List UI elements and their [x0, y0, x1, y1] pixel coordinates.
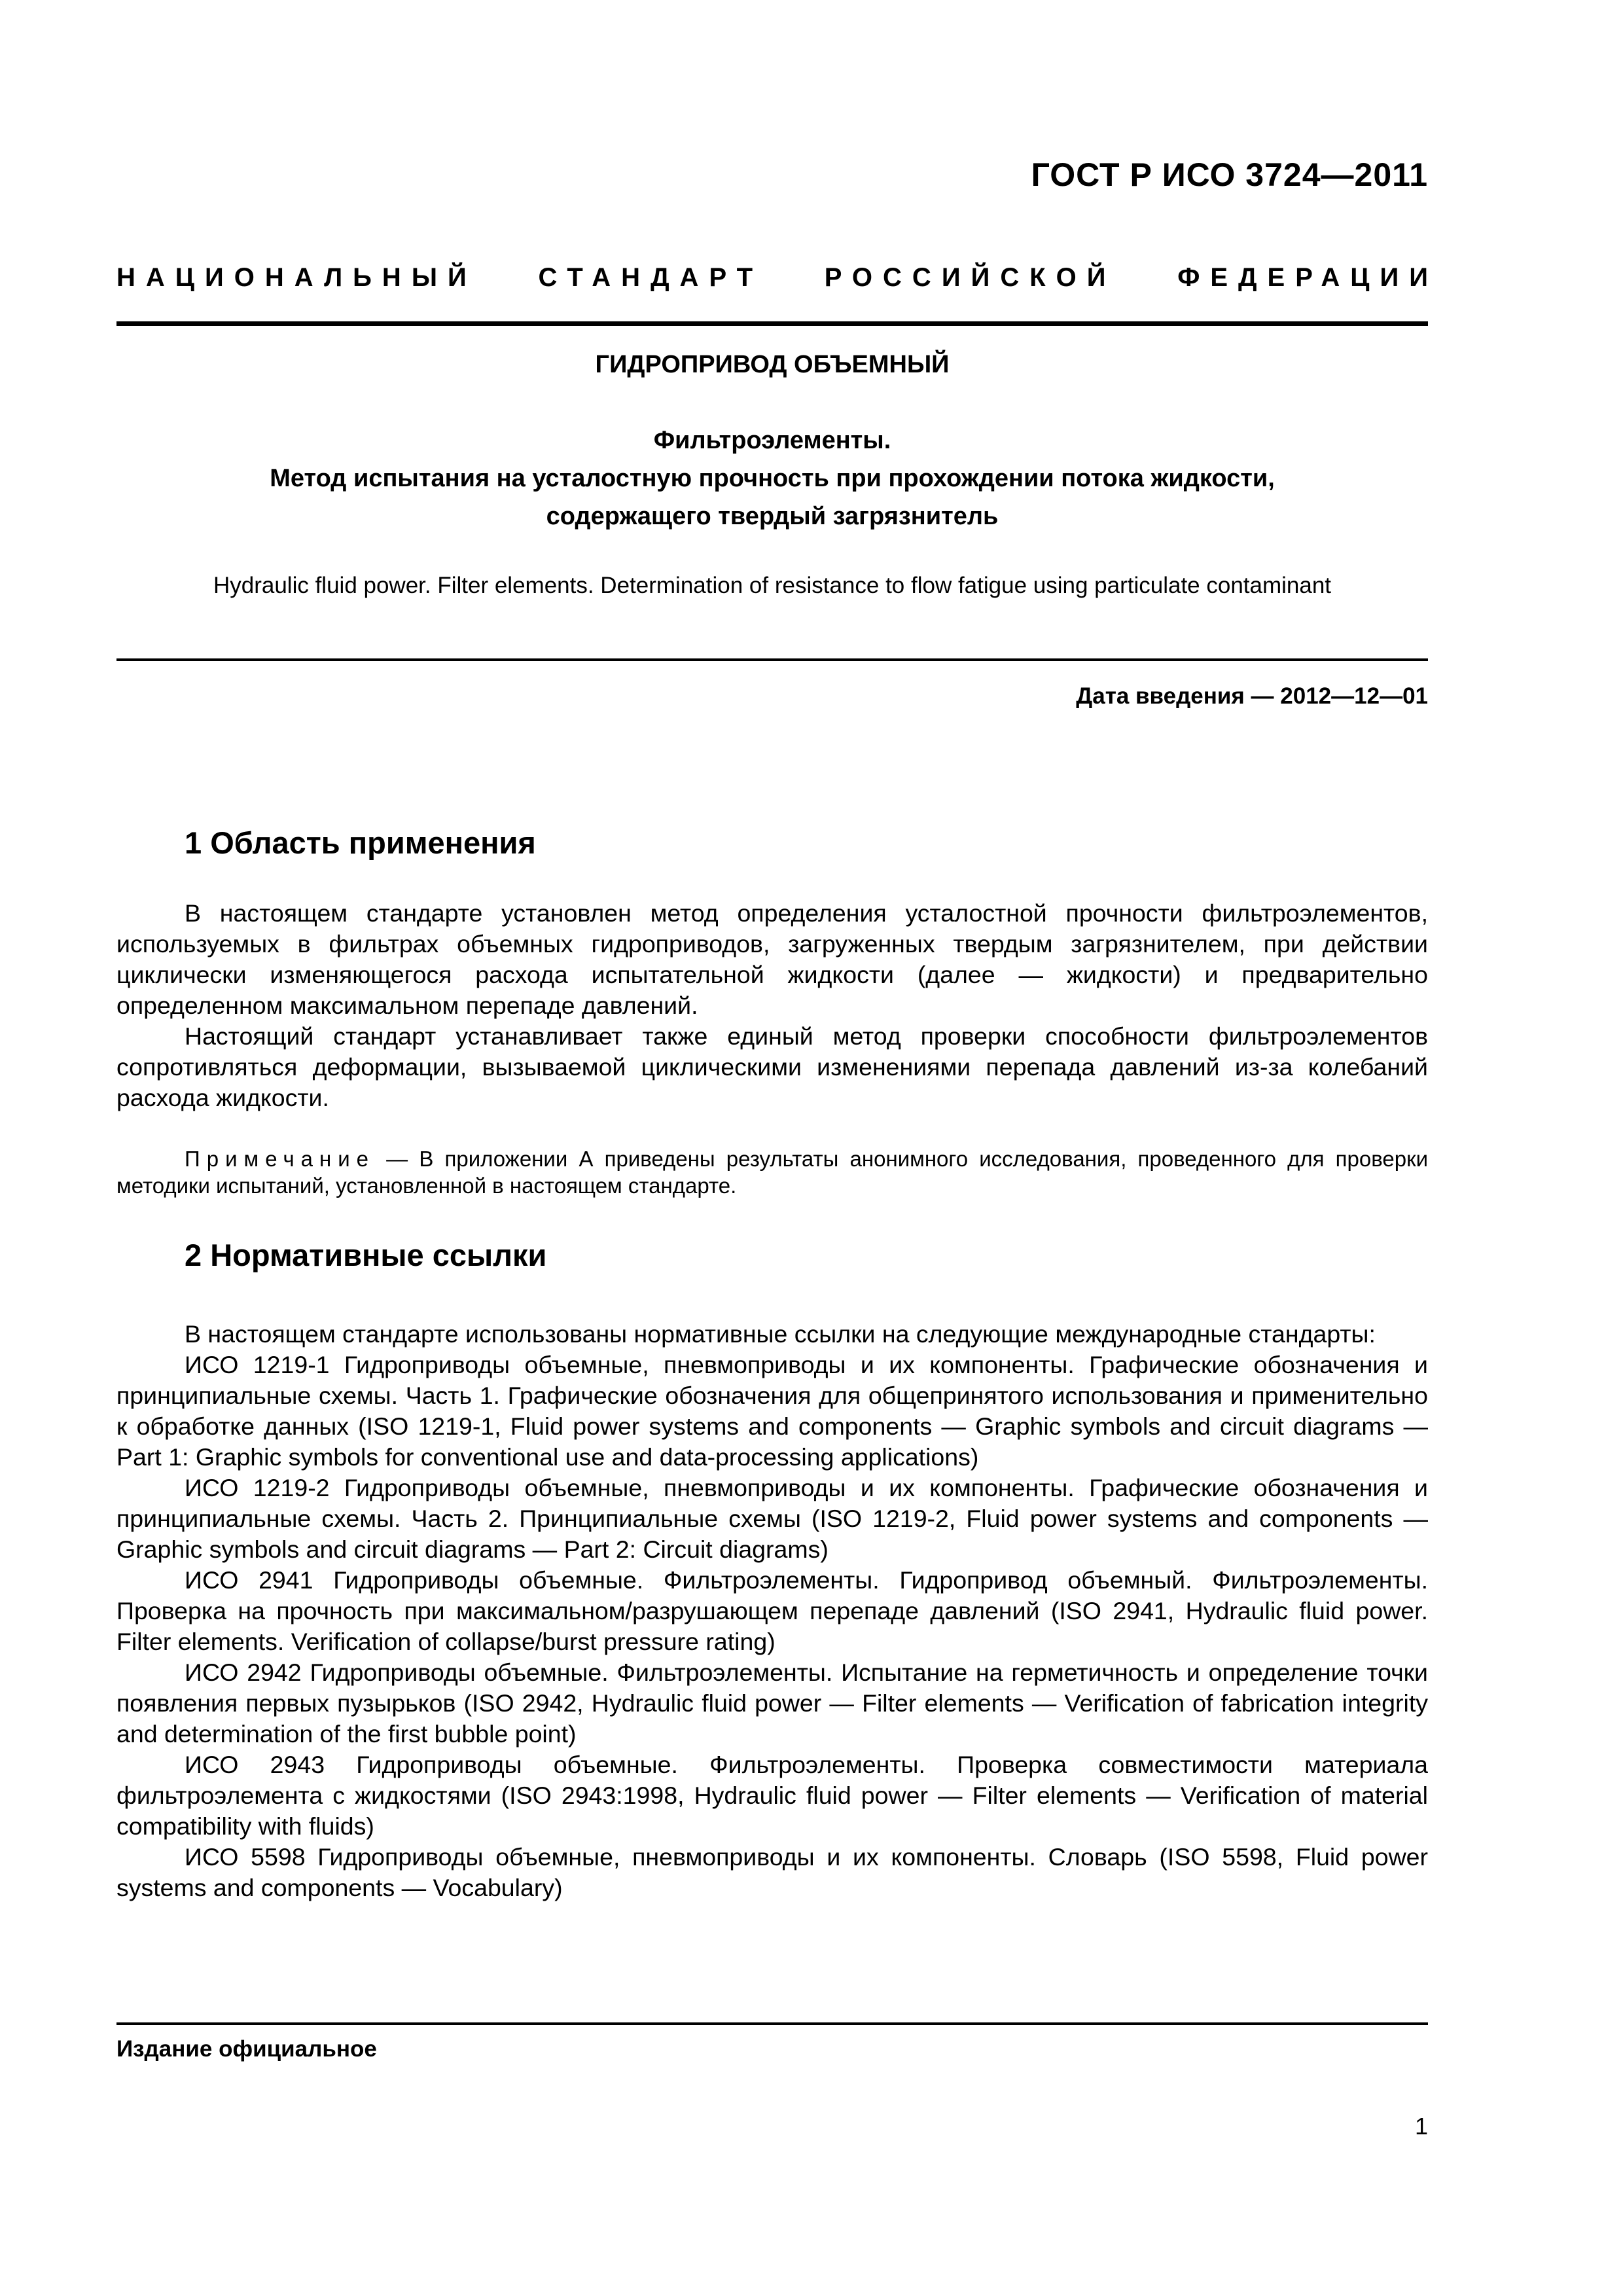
reference-item: ИСО 2943 Гидроприводы объемные. Фильтроэлементы. Проверка совместимости материала фильтроэлемента с жидкостями (ISO 2943:1998, Hydraulic fluid power — Filter elements — Verification of material compatibility with fluids): [116, 1751, 1428, 1840]
note-text: — В приложении А приведены результаты анонимного исследования, проведенного для проверки методики испытаний, установленной в настоящем стандарте.: [116, 1147, 1428, 1198]
english-title: Hydraulic fluid power. Filter elements. Determination of resistance to flow fatigue using particulate contaminant: [213, 573, 1332, 598]
paragraph: В настоящем стандарте использованы нормативные ссылки на следующие международные стандарты:: [185, 1320, 1376, 1348]
banner-word: РОССИЙСКОЙ: [824, 263, 1116, 292]
official-edition-label: Издание официальное: [116, 2036, 377, 2062]
banner-word: СТАНДАРТ: [538, 263, 764, 292]
section-heading-scope: 1 Область применения: [185, 825, 536, 860]
paragraph: В настоящем стандарте установлен метод определения усталостной прочности фильтроэлементов, используемых в фильтрах объемных гидроприводов, загруженных твердым загрязнителем, при действии циклически изменяющегося расхода испытательной жидкости (далее — жидкости) и предварительно определенном максимальном перепаде давлений.: [116, 899, 1428, 1019]
references-text: [116, 1319, 1428, 1903]
banner-word: НАЦИОНАЛЬНЫЙ: [116, 263, 477, 292]
standard-code: ГОСТ Р ИСО 3724—2011: [1031, 156, 1428, 193]
scope-note: [116, 1145, 1428, 1199]
subtitle-line: Фильтроэлементы.: [653, 427, 891, 454]
reference-item: ИСО 1219-2 Гидроприводы объемные, пневмоприводы и их компоненты. Графические обозначения и принципиальные схемы. Часть 2. Принципиальные схемы (ISO 1219-2, Fluid power systems and components — Graphic symbols and circuit diagrams — Part 2: Circuit diagrams): [116, 1474, 1428, 1563]
document-title: ГИДРОПРИВОД ОБЪЕМНЫЙ: [595, 351, 950, 378]
reference-item: ИСО 2942 Гидроприводы объемные. Фильтроэлементы. Испытание на герметичность и определение точки появления первых пузырьков (ISO 2942, Hydraulic fluid power — Filter elements — Verification of fabrication integrity and determination of the first bubble point): [116, 1659, 1428, 1748]
scope-text: [116, 898, 1428, 1113]
note-label: Примечание: [185, 1147, 376, 1171]
document-subtitle: [116, 422, 1428, 535]
footer-divider: [116, 2022, 1428, 2025]
reference-item: ИСО 1219-1 Гидроприводы объемные, пневмоприводы и их компоненты. Графические обозначения и принципиальные схемы. Часть 1. Графические обозначения для общепринятого использования и применительно к обработке данных (ISO 1219-1, Fluid power systems and components — Graphic symbols and circuit diagrams — Part 1: Graphic symbols for conventional use and data-processing applications): [116, 1351, 1428, 1471]
header-divider: [116, 321, 1428, 326]
title-divider: [116, 658, 1428, 661]
page-number: 1: [1414, 2113, 1428, 2140]
paragraph: Настоящий стандарт устанавливает также единый метод проверки способности фильтроэлементов сопротивляться деформации, вызываемой циклическими изменениями перепада давлений из-за колебаний расхода жидкости.: [116, 1022, 1428, 1111]
banner-word: ФЕДЕРАЦИИ: [1177, 263, 1438, 292]
national-standard-banner: [116, 263, 1438, 293]
subtitle-line: содержащего твердый загрязнитель: [546, 503, 999, 530]
reference-item: ИСО 5598 Гидроприводы объемные, пневмоприводы и их компоненты. Словарь (ISO 5598, Fluid power systems and components — Vocabulary): [116, 1843, 1428, 1901]
subtitle-line: Метод испытания на усталостную прочность при прохождении потока жидкости,: [270, 465, 1275, 492]
introduction-date: Дата введения — 2012—12—01: [1076, 683, 1428, 709]
section-heading-references: 2 Нормативные ссылки: [185, 1238, 547, 1272]
reference-item: ИСО 2941 Гидроприводы объемные. Фильтроэлементы. Гидропривод объемный. Фильтроэлементы. Проверка на прочность при максимальном/разрушающем перепаде давлений (ISO 2941, Hydraulic fluid power. Filter elements. Verification of collapse/burst pressure rating): [116, 1566, 1428, 1655]
